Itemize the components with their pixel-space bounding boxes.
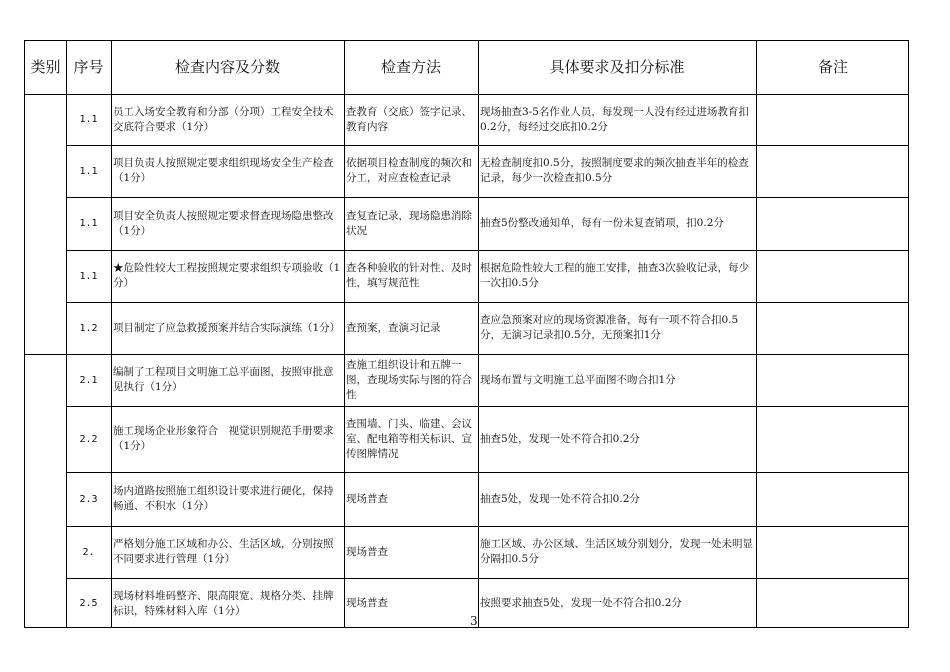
row-seq: 1.2: [79, 322, 98, 334]
row-seq: 1.1: [79, 270, 98, 282]
row-remark: [756, 145, 910, 197]
row-seq: 2.: [82, 546, 95, 558]
row-remark: [756, 354, 910, 406]
header-remark: 备注: [817, 58, 848, 76]
row-seq: 2.2: [79, 433, 98, 445]
row-remark: [756, 472, 910, 526]
row-standard: 抽查5份整改通知单，每有一份未复查销项，扣0.2分: [480, 217, 724, 229]
header-content: 检查内容及分数: [174, 58, 280, 76]
row-method: 现场普查: [346, 492, 388, 505]
inspection-table: [24, 40, 909, 628]
row-content: 编制了工程项目文明施工总平面图，按照审批意见执行（1分）: [113, 366, 334, 393]
row-method: 依据项目检查制度的频次和分工，对应查检查记录: [346, 157, 472, 184]
row-remark: [756, 197, 910, 250]
row-remark: [756, 578, 910, 629]
row-standard: 抽查5处，发现一处不符合扣0.2分: [480, 432, 640, 445]
row-remark: [756, 406, 910, 472]
row-standard: 施工区域、办公区域、生活区域分别划分，发现一处未明显分隔扣0.5分: [480, 538, 753, 565]
row-content: 场内道路按照施工组织设计要求进行硬化，保持畅通、不积水（1分）: [113, 485, 334, 512]
row-method: 查教育（交底）签字记录、教育内容: [346, 105, 472, 133]
row-content: 员工入场安全教育和分部（分项）工程安全技术交底符合要求（1分）: [113, 105, 334, 133]
row-remark: [756, 302, 910, 354]
row-seq: 2.3: [79, 493, 98, 505]
row-method: 查预案，查演习记录: [346, 321, 441, 334]
row-standard: 无检查制度扣0.5分，按照制度要求的频次抽查半年的检查记录，每少一次检查扣0.5分: [480, 157, 749, 184]
row-standard: 按照要求抽查5处，发现一处不符合扣0.2分: [480, 597, 682, 609]
row-content: 项目制定了应急救援预案并结合实际演练（1分）: [113, 321, 341, 334]
row-seq: 1.1: [79, 218, 98, 229]
header-category: 类别: [30, 58, 61, 76]
row-content: ★危险性较大工程按照规定要求组织专项验收（1分）: [113, 262, 341, 289]
row-standard: 现场抽查3-5名作业人员，每发现一人没有经过进场教育扣0.2分，每经过交底扣0.2分: [480, 105, 749, 133]
header-seq: 序号: [73, 58, 104, 76]
row-standard: 查应急预案对应的现场资源准备，每有一项不符合扣0.5分，无演习记录扣0.5分，无预案扣1分: [480, 314, 739, 341]
row-content: 项目安全负责人按照规定要求督查现场隐患整改（1分）: [113, 209, 334, 237]
row-method: 现场普查: [346, 545, 388, 558]
row-seq: 2.1: [79, 374, 98, 386]
row-method: 现场普查: [346, 597, 388, 609]
header-method: 检查方法: [380, 58, 441, 76]
row-remark: [756, 250, 910, 302]
row-standard: 现场布置与文明施工总平面图不吻合扣1分: [480, 373, 676, 386]
row-standard: 根据危险性较大工程的施工安排，抽查3次验收记录，每少一次扣0.5分: [480, 262, 750, 289]
row-seq: 1.1: [79, 114, 98, 125]
row-remark: [756, 526, 910, 578]
row-content: 项目负责人按照规定要求组织现场安全生产检查（1分）: [113, 157, 334, 184]
row-seq: 2.5: [79, 598, 98, 609]
row-content: 施工现场企业形象符合 视觉识别规范手册要求（1分）: [113, 425, 334, 452]
row-standard: 抽查5处，发现一处不符合扣0.2分: [480, 492, 640, 505]
row-content: 现场材料堆码整齐、限高限宽、规格分类、挂牌标识，特殊材料入库（1分）: [113, 589, 334, 617]
row-content: 严格划分施工区域和办公、生活区域，分别按照不同要求进行管理（1分）: [113, 538, 334, 565]
page-number: 3: [470, 614, 478, 628]
row-seq: 1.1: [79, 165, 98, 177]
row-method: 查施工组织设计和五牌一图，查现场实际与图的符合性: [346, 358, 472, 401]
row-method: 查各种验收的针对性、及时性，填写规范性: [346, 262, 472, 289]
row-method: 查围墙、门头、临建、会议室、配电箱等相关标识、宣传图牌情况: [346, 417, 472, 460]
header-standard: 具体要求及扣分标准: [549, 58, 685, 76]
row-remark: [756, 94, 910, 145]
row-method: 查复查记录，现场隐患消除状况: [346, 209, 472, 237]
